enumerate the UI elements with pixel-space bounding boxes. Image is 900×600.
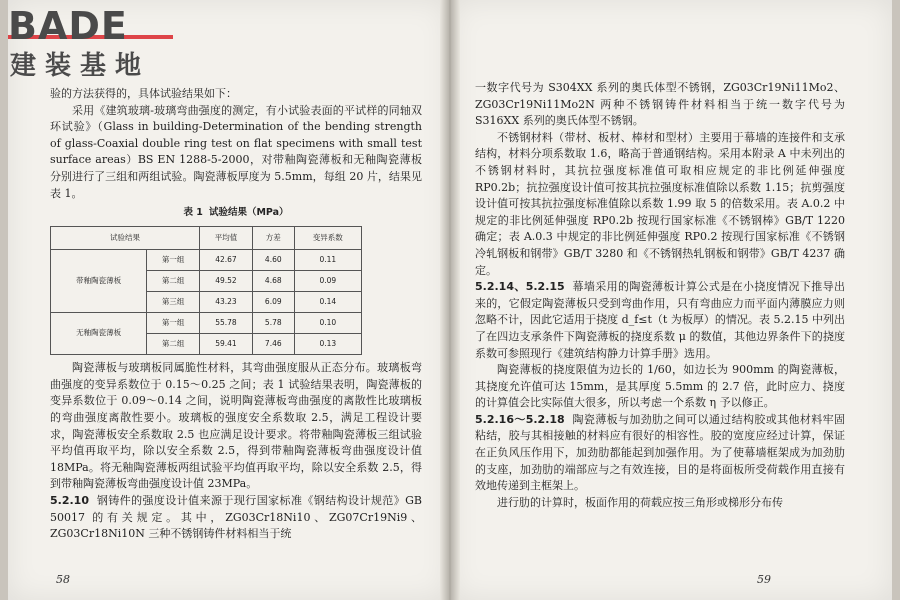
table-row [51,250,362,271]
book-gutter [440,0,460,600]
variance-cell: 5.78 [252,313,294,334]
mean-cell: 59.41 [200,334,253,355]
group-cell: 无釉陶瓷薄板 [51,313,147,355]
paragraph: 陶瓷薄板与玻璃板同属脆性材料，其弯曲强度服从正态分布。玻璃板弯曲强度的变异系数位于 0.15～0.25 之间；表 1 试验结果表明，陶瓷薄板的变异系数位于 0.09～0.14 之间，说明陶瓷薄板弯曲强度的离散性比玻璃板的弯曲强度离散性要小。玻璃板的强度安全系数取 2.5，满足工程设计要求，陶瓷薄板安全系数取 2.5 也应满足设计要求。将带釉陶瓷薄板三组试验平均值再取平均，除以安全系数 2.5，得到带釉陶瓷薄板弯曲强度设计值 18MPa。将无釉陶瓷薄板两组试验平均值再取平均，除以安全系数 2.5，得到带釉陶瓷薄板弯曲强度设计值 23MPa。 [50,361,422,491]
right-column [475,80,845,511]
row-label: 第二组 [147,334,200,355]
section-paragraph [475,279,845,362]
table-header-row [51,227,362,250]
table-header: 方差 [252,227,294,250]
results-table [50,226,362,355]
row-label: 第一组 [147,313,200,334]
variance-cell: 6.09 [252,292,294,313]
cv-cell: 0.14 [294,292,361,313]
left-column [50,86,422,543]
cv-cell: 0.13 [294,334,361,355]
group-cell: 带釉陶瓷薄板 [51,250,147,313]
page-number-right: 59 [757,573,771,586]
cv-cell: 0.11 [294,250,361,271]
logo-brand: BADE [8,4,128,48]
mean-cell: 55.78 [200,313,253,334]
variance-cell: 4.60 [252,250,294,271]
page-number-left: 58 [56,573,70,586]
mean-cell: 43.23 [200,292,253,313]
table-header: 试验结果 [51,227,200,250]
table-caption [50,206,422,220]
mean-cell: 42.67 [200,250,253,271]
table-header: 变异系数 [294,227,361,250]
logo-subtitle: 建装基地 [10,51,151,81]
section-text: 陶瓷薄板与加劲肋之间可以通过结构胶或其他材料牢固粘结，胶与其相接触的材料应有很好的相容性。胶的宽度应经过计算，保证在正负风压作用下，加劲肋都能起到加强作用。为了使幕墙框架成为加劲肋的支座，加劲肋的端部应与之有效连接，目的是将面板所受荷载作用直接有效地传递到主框架上。 [475,412,846,493]
table-row [51,313,362,334]
paragraph: 陶瓷薄板的挠度限值为边长的 1/60，如边长为 900mm 的陶瓷薄板，其挠度允许值可达 15mm，是其厚度 5.5mm 的 2.7 倍，此时应力、挠度的计算值会比实际值大很多，所以考虑一个系数 η 予以修正。 [475,363,845,410]
section-text: 幕墙采用的陶瓷薄板计算公式是在小挠度情况下推导出来的，它假定陶瓷薄板只受到弯曲作用，只有弯曲应力而平面内薄膜应力则忽略不计，因此它适用于挠度 d_f≤t（t 为板厚）的情况。表 5.2.15 中列出了在四边支承条件下陶瓷薄板的挠度系数 μ 的数值，其他边界条件下的挠度系数可参照现行《建筑结构静力计算手册》选用。 [475,280,846,360]
paragraph: 一数字代号为 S304XX 系列的奥氏体型不锈钢，ZG03Cr19Ni11Mo2、ZG03Cr19Ni11Mo2N 两种不锈钢铸件材料相当于统一数字代号为 S316XX 系列的奥氏体型不锈钢。 [475,81,845,128]
paragraph: 不锈钢材料（带材、板材、棒材和型材）主要用于幕墙的连接件和支承结构，材料分项系数取 1.6，略高于普通钢结构。采用本附录 A 中未列出的不锈钢材料时，其抗拉强度标准值可取相应规定的非比例延伸强度 RP0.2b；抗拉强度设计值可按其抗拉强度标准值除以系数 1.15；抗剪强度设计值可按其抗拉强度标准值除以系数 1.99 取 5 的倍数采用。表 A.0.2 中规定的非比例延伸强度 RP0.2b 按现行国家标准《不锈钢棒》GB/T 1220 确定；表 A.0.3 中规定的非比例延伸强度 RP0.2 按现行国家标准《不锈钢冷轧钢板和钢带》GB/T 3280 和《不锈钢热轧钢板和钢带》GB/T 4237 确定。 [475,130,845,277]
table-caption-number: 表 1 [183,207,203,219]
row-label: 第三组 [147,292,200,313]
section-number: 5.2.10 [50,493,89,507]
mean-cell: 49.52 [200,271,253,292]
section-number: 5.2.14、5.2.15 [475,280,565,294]
row-label: 第二组 [147,271,200,292]
variance-cell: 7.46 [252,334,294,355]
table-caption-title: 试验结果（MPa） [208,207,289,219]
table-header: 平均值 [200,227,253,250]
row-label: 第一组 [147,250,200,271]
paragraph: 进行肋的计算时，板面作用的荷载应按三角形或梯形分布传 [497,495,783,509]
watermark-logo [8,4,178,86]
variance-cell: 4.68 [252,271,294,292]
section-paragraph [475,412,845,495]
cv-cell: 0.09 [294,271,361,292]
section-text: 钢铸件的强度设计值来源于现行国家标准《钢结构设计规范》GB 50017 的有关规定。其中，ZG03Cr18Ni10、ZG07Cr19Ni9、ZG03Cr18Ni10N 三种不锈钢铸件材料相当于统 [50,493,422,541]
cv-cell: 0.10 [294,313,361,334]
paragraph: 采用《建筑玻璃-玻璃弯曲强度的测定，有小试验表面的平试样的同轴双环试验》（Glass in building-Determination of the bending strength of glass-Coaxial double ring test on flat specimens with small test surface areas）BS EN 1288-5-2000，对带釉陶瓷薄板和无釉陶瓷薄板分别进行了三组和两组试验。陶瓷薄板厚度为 5.5mm，每组 20 片，结果见表 1。 [50,103,422,200]
section-paragraph [50,493,422,543]
section-number: 5.2.16～5.2.18 [475,412,565,426]
paragraph: 验的方法获得的，具体试验结果如下： [50,87,237,100]
